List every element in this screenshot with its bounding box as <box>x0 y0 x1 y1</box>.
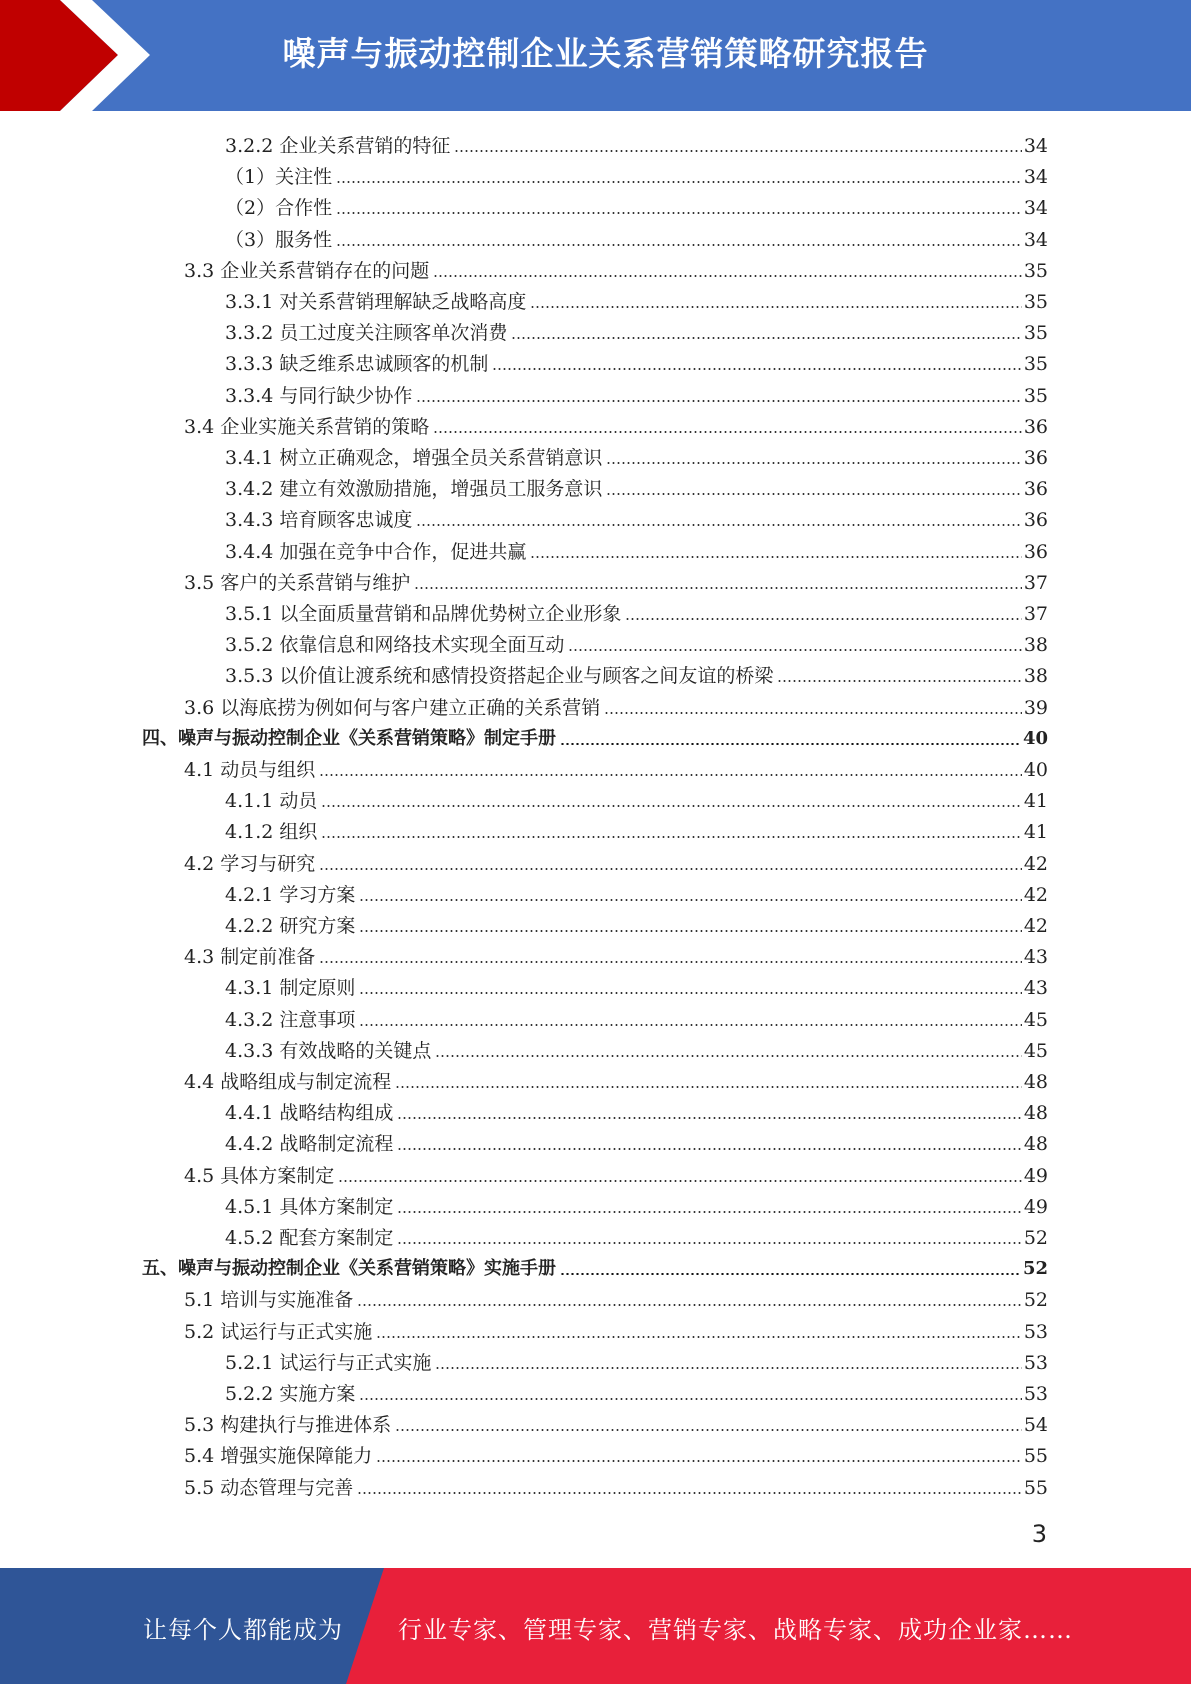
toc-entry[interactable] <box>184 1157 1048 1188</box>
toc-entry[interactable] <box>142 720 1048 751</box>
toc-entry-page: 55 <box>1023 1445 1048 1468</box>
toc-entry-title: 3.3.3 缺乏维系忠诚顾客的机制 <box>225 353 489 376</box>
toc-entry-page: 40 <box>1023 759 1048 781</box>
document-title: 噪声与振动控制企业关系营销策略研究报告 <box>282 34 929 73</box>
toc-dot-leader <box>336 244 1022 246</box>
toc-entry-title: 4.4.2 战略制定流程 <box>225 1133 394 1156</box>
toc-entry-title: 3.4.3 培育顾客忠诚度 <box>225 509 413 532</box>
toc-entry[interactable] <box>184 1313 1048 1344</box>
toc-entry-page: 35 <box>1023 353 1048 376</box>
toc-entry-page: 55 <box>1023 1476 1048 1499</box>
toc-entry-page: 45 <box>1023 1039 1048 1062</box>
footer-slogan-left: 让每个人都能成为 <box>143 1616 343 1644</box>
toc-entry-page: 48 <box>1023 1071 1048 1093</box>
toc-dot-leader <box>568 649 1021 651</box>
toc-dot-leader <box>359 1024 1021 1026</box>
toc-entry-title: 3.3.2 员工过度关注顾客单次消费 <box>225 322 508 345</box>
toc-entry-page: 52 <box>1022 1258 1048 1280</box>
toc-entry-page: 36 <box>1023 478 1048 501</box>
toc-dot-leader <box>336 212 1022 214</box>
toc-entry-page: 49 <box>1023 1164 1048 1187</box>
toc-entry-title: 4.5.2 配套方案制定 <box>225 1227 394 1249</box>
toc-entry[interactable] <box>225 595 1048 626</box>
toc-dot-leader <box>777 680 1021 682</box>
toc-dot-leader <box>435 1367 1021 1369</box>
toc-entry-page: 35 <box>1023 291 1048 313</box>
toc-dot-leader <box>397 1211 1021 1213</box>
toc-entry[interactable] <box>225 657 1048 688</box>
toc-entry-page: 39 <box>1023 696 1048 719</box>
toc-dot-leader <box>357 1304 1022 1306</box>
toc-entry-page: 36 <box>1023 415 1048 438</box>
toc-entry[interactable] <box>184 1063 1048 1094</box>
toc-dot-leader <box>414 587 1022 589</box>
toc-entry-title: 3.3.1 对关系营销理解缺乏战略高度 <box>225 291 527 313</box>
toc-entry-page: 36 <box>1023 447 1048 469</box>
toc-entry[interactable] <box>184 252 1048 283</box>
toc-dot-leader <box>395 1429 1022 1431</box>
toc-entry-page: 38 <box>1023 665 1048 688</box>
toc-dot-leader <box>357 1492 1022 1494</box>
toc-entry-title: （1）关注性 <box>225 166 333 189</box>
toc-entry-page: 34 <box>1023 228 1048 251</box>
toc-entry-page: 38 <box>1023 634 1048 657</box>
toc-entry-page: 42 <box>1023 915 1048 937</box>
toc-entry-title: 4.3.3 有效战略的关键点 <box>225 1039 432 1062</box>
toc-entry[interactable] <box>225 782 1048 813</box>
toc-entry[interactable] <box>184 751 1048 782</box>
toc-entry[interactable] <box>225 189 1048 220</box>
toc-entry[interactable] <box>184 689 1048 720</box>
toc-dot-leader <box>321 836 1021 838</box>
toc-entry[interactable] <box>225 1094 1048 1125</box>
toc-entry-title: 4.4.1 战略结构组成 <box>225 1102 394 1125</box>
toc-dot-leader <box>321 805 1021 807</box>
toc-entry[interactable] <box>184 938 1048 969</box>
toc-entry[interactable] <box>225 127 1048 158</box>
toc-entry-title: 3.5.3 以价值让渡系统和感情投资搭起企业与顾客之间友谊的桥梁 <box>225 665 774 688</box>
toc-dot-leader <box>336 181 1022 183</box>
toc-entry-page: 35 <box>1023 322 1048 345</box>
toc-dot-leader <box>433 275 1022 277</box>
toc-entry[interactable] <box>142 1250 1048 1281</box>
toc-entry[interactable] <box>225 1344 1048 1375</box>
toc-entry-title: 3.4.2 建立有效激励措施，增强员工服务意识 <box>225 478 603 501</box>
toc-entry-title: 3.5.2 依靠信息和网络技术实现全面互动 <box>225 634 565 657</box>
toc-dot-leader <box>319 774 1022 776</box>
toc-entry-title: 4.5 具体方案制定 <box>184 1164 335 1187</box>
toc-entry[interactable] <box>225 1032 1048 1063</box>
toc-entry-page: 48 <box>1023 1102 1048 1125</box>
toc-entry-page: 52 <box>1023 1289 1048 1312</box>
toc-entry-page: 45 <box>1023 1008 1048 1031</box>
toc-entry[interactable] <box>225 221 1048 252</box>
toc-dot-leader <box>604 712 1022 714</box>
toc-entry-page: 42 <box>1023 852 1048 875</box>
toc-dot-leader <box>359 1398 1021 1400</box>
toc-entry[interactable] <box>184 1437 1048 1468</box>
toc-dot-leader <box>511 337 1021 339</box>
toc-dot-leader <box>397 1242 1021 1244</box>
toc-entry[interactable] <box>184 845 1048 876</box>
toc-entry[interactable] <box>225 1001 1048 1032</box>
toc-entry-page: 36 <box>1023 540 1048 563</box>
toc-entry-title: 3.4.1 树立正确观念，增强全员关系营销意识 <box>225 447 603 469</box>
toc-entry-title: 5.2 试运行与正式实施 <box>184 1320 373 1343</box>
toc-dot-leader <box>625 618 1021 620</box>
toc-entry[interactable] <box>225 533 1048 564</box>
toc-dot-leader <box>319 961 1022 963</box>
toc-entry[interactable] <box>225 1125 1048 1156</box>
toc-entry[interactable] <box>184 1281 1048 1312</box>
toc-entry-title: 4.3 制定前准备 <box>184 946 316 969</box>
toc-entry-title: （3）服务性 <box>225 228 333 251</box>
toc-dot-leader <box>416 524 1021 526</box>
toc-dot-leader <box>530 556 1021 558</box>
toc-entry-title: 3.5 客户的关系营销与维护 <box>184 571 411 594</box>
toc-entry-page: 37 <box>1023 571 1048 594</box>
page-footer <box>0 1568 1191 1684</box>
toc-dot-leader <box>606 462 1021 464</box>
toc-entry[interactable] <box>225 377 1048 408</box>
toc-entry-title: 5.3 构建执行与推进体系 <box>184 1414 392 1437</box>
toc-entry[interactable] <box>225 345 1048 376</box>
toc-entry[interactable] <box>225 439 1048 470</box>
toc-dot-leader <box>397 1148 1021 1150</box>
toc-entry[interactable] <box>225 907 1048 938</box>
toc-entry-page: 43 <box>1023 977 1048 1000</box>
toc-entry[interactable] <box>184 408 1048 439</box>
toc-entry-page: 41 <box>1023 790 1048 813</box>
toc-entry-title: 4.5.1 具体方案制定 <box>225 1195 394 1218</box>
toc-entry[interactable] <box>225 158 1048 189</box>
toc-entry-title: 4.2.2 研究方案 <box>225 915 356 937</box>
toc-entry-title: 3.4 企业实施关系营销的策略 <box>184 415 430 438</box>
toc-dot-leader <box>376 1460 1022 1462</box>
toc-entry-title: 4.2.1 学习方案 <box>225 883 356 906</box>
toc-entry[interactable] <box>225 501 1048 532</box>
toc-entry[interactable] <box>225 470 1048 501</box>
toc-entry-page: 35 <box>1023 259 1048 282</box>
toc-dot-leader <box>530 306 1021 308</box>
toc-entry-title: 四、噪声与振动控制企业《关系营销策略》制定手册 <box>142 727 556 749</box>
toc-entry-page: 34 <box>1023 197 1048 220</box>
toc-entry-page: 48 <box>1023 1133 1048 1156</box>
toc-entry-page: 53 <box>1023 1320 1048 1343</box>
toc-entry-title: 4.2 学习与研究 <box>184 852 316 875</box>
toc-entry-title: 4.1.2 组织 <box>225 821 318 844</box>
toc-dot-leader <box>376 1336 1022 1338</box>
toc-entry-title: 5.5 动态管理与完善 <box>184 1476 354 1499</box>
page-header <box>0 0 1191 111</box>
toc-entry-page: 53 <box>1023 1383 1048 1405</box>
toc-entry-page: 36 <box>1023 509 1048 532</box>
footer-slogan-right: 行业专家、管理专家、营销专家、战略专家、成功企业家…… <box>398 1616 1073 1644</box>
toc-entry-title: 3.2.2 企业关系营销的特征 <box>225 135 451 157</box>
toc-entry[interactable] <box>225 1188 1048 1219</box>
toc-entry[interactable] <box>225 876 1048 907</box>
toc-dot-leader <box>359 930 1021 932</box>
toc-entry-title: （2）合作性 <box>225 197 333 220</box>
toc-entry-title: 五、噪声与振动控制企业《关系营销策略》实施手册 <box>142 1258 556 1280</box>
toc-dot-leader <box>560 1273 1021 1275</box>
toc-dot-leader <box>454 150 1021 152</box>
toc-entry-page: 41 <box>1023 821 1048 844</box>
toc-entry-page: 35 <box>1023 384 1048 407</box>
toc-entry-title: 3.3.4 与同行缺少协作 <box>225 384 413 407</box>
toc-dot-leader <box>435 1055 1021 1057</box>
toc-entry-page: 34 <box>1023 135 1048 157</box>
toc-entry-title: 5.2.1 试运行与正式实施 <box>225 1351 432 1374</box>
toc-entry-title: 3.6 以海底捞为例如何与客户建立正确的关系营销 <box>184 696 601 719</box>
toc-entry-page: 37 <box>1023 603 1048 625</box>
toc-entry[interactable] <box>225 813 1048 844</box>
toc-entry-page: 52 <box>1023 1227 1048 1249</box>
toc-entry-title: 4.3.2 注意事项 <box>225 1008 356 1031</box>
toc-entry-title: 5.2.2 实施方案 <box>225 1383 356 1405</box>
toc-entry-title: 4.4 战略组成与制定流程 <box>184 1071 392 1093</box>
toc-dot-leader <box>359 992 1021 994</box>
toc-entry-title: 4.1.1 动员 <box>225 790 318 813</box>
toc-entry-page: 49 <box>1023 1195 1048 1218</box>
toc-dot-leader <box>560 743 1021 745</box>
toc-entry[interactable] <box>225 969 1048 1000</box>
toc-entry-title: 3.3 企业关系营销存在的问题 <box>184 259 430 282</box>
toc-entry[interactable] <box>225 1219 1048 1250</box>
toc-entry-title: 4.3.1 制定原则 <box>225 977 356 1000</box>
toc-entry[interactable] <box>184 1469 1048 1500</box>
toc-dot-leader <box>359 899 1021 901</box>
toc-entry-title: 4.1 动员与组织 <box>184 759 316 781</box>
toc-dot-leader <box>319 868 1022 870</box>
toc-entry-page: 54 <box>1023 1414 1048 1437</box>
toc-entry-title: 3.4.4 加强在竞争中合作，促进共赢 <box>225 540 527 563</box>
toc-entry-title: 5.1 培训与实施准备 <box>184 1289 354 1312</box>
toc-entry-page: 43 <box>1023 946 1048 969</box>
toc-dot-leader <box>395 1086 1022 1088</box>
toc-entry[interactable] <box>184 564 1048 595</box>
page-number: 3 <box>1031 1520 1047 1548</box>
toc-entry[interactable] <box>225 283 1048 314</box>
toc-entry[interactable] <box>225 314 1048 345</box>
toc-entry-page: 42 <box>1023 883 1048 906</box>
toc-entry-page: 40 <box>1022 727 1048 749</box>
toc-dot-leader <box>397 1117 1021 1119</box>
toc-dot-leader <box>433 431 1022 433</box>
toc-entry-page: 34 <box>1023 166 1048 189</box>
toc-entry-title: 5.4 增强实施保障能力 <box>184 1445 373 1468</box>
toc-entry-title: 3.5.1 以全面质量营销和品牌优势树立企业形象 <box>225 603 622 625</box>
toc-entry[interactable] <box>225 626 1048 657</box>
toc-entry[interactable] <box>184 1406 1048 1437</box>
toc-dot-leader <box>416 400 1021 402</box>
toc-dot-leader <box>606 493 1021 495</box>
toc-dot-leader <box>492 368 1021 370</box>
toc-entry[interactable] <box>225 1375 1048 1406</box>
toc-dot-leader <box>338 1180 1022 1182</box>
toc-entry-page: 53 <box>1023 1351 1048 1374</box>
